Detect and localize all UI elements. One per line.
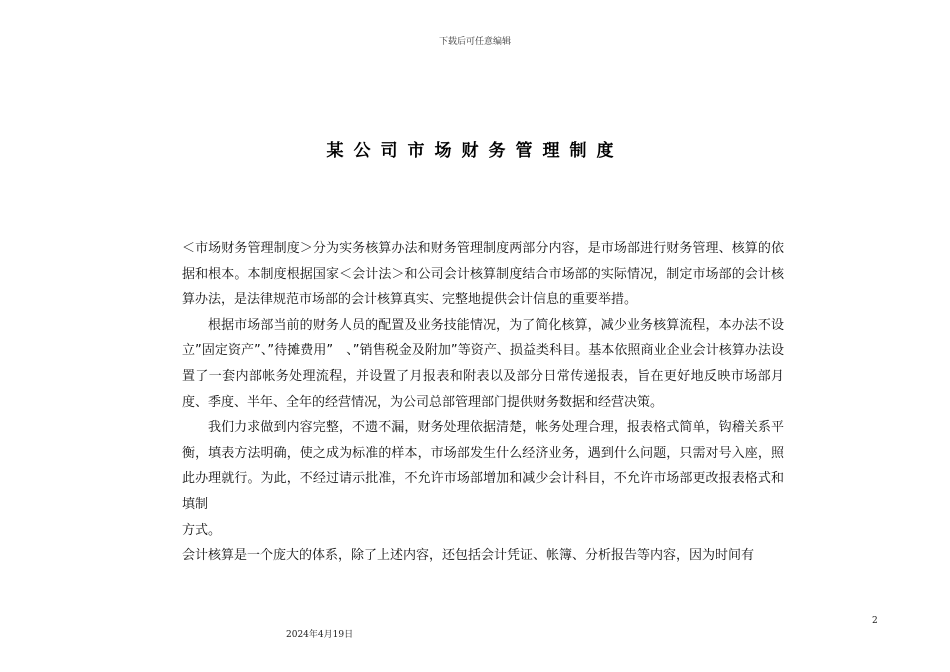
paragraph-intro: ＜市场财务管理制度＞分为实务核算办法和财务管理制度两部分内容，是市场部进行财务管理、核算的依据和根本。本制度根据国家＜会计法＞和公司会计核算制度结合市场部的实际情况，制定市场部的会计核算办法，是法律规范市场部的会计核算真实、完整地提供会计信息的重要举措。	[182, 241, 784, 308]
footer-date: 2024年4月19日	[286, 630, 354, 640]
paragraph-completeness: 我们力求做到内容完整，不遗不漏，财务处理依据清楚，帐务处理合理，报表格式简单，钩稽关系平衡，填表方法明确，使之成为标准的样本，市场部发生什么经济业务，遇到什么问题，只需对号入座，照此办理就行。为此，不经过请示批准，不允许市场部增加和减少会计科目，不允许市场部更改报表格式和填制	[182, 420, 784, 512]
paragraph-accounting-system: 会计核算是一个庞大的体系，除了上述内容，还包括会计凭证、帐簿、分析报告等内容，因为时间有	[182, 548, 755, 564]
document-title: 某公司市场财务管理制度	[326, 141, 624, 161]
document-body	[182, 236, 784, 569]
paragraph-accounting-setup: 根据市场部当前的财务人员的配置及业务技能情况，为了简化核算，减少业务核算流程，本办法不设立”固定资产”、”待摊费用” 、”销售税金及附加”等资产、损益类科目。基本依照商业企业会计核算办法设置了一套内部帐务处理流程，并设置了月报表和附表以及部分日常传递报表，旨在更好地反映市场部月度、季度、半年、全年的经营情况，为公司总部管理部门提供财务数据和经营决策。	[182, 317, 784, 410]
page-number: 2	[872, 616, 878, 626]
header-note: 下载后可任意编辑	[438, 37, 511, 47]
paragraph-method-continued: 方式。	[182, 522, 222, 538]
